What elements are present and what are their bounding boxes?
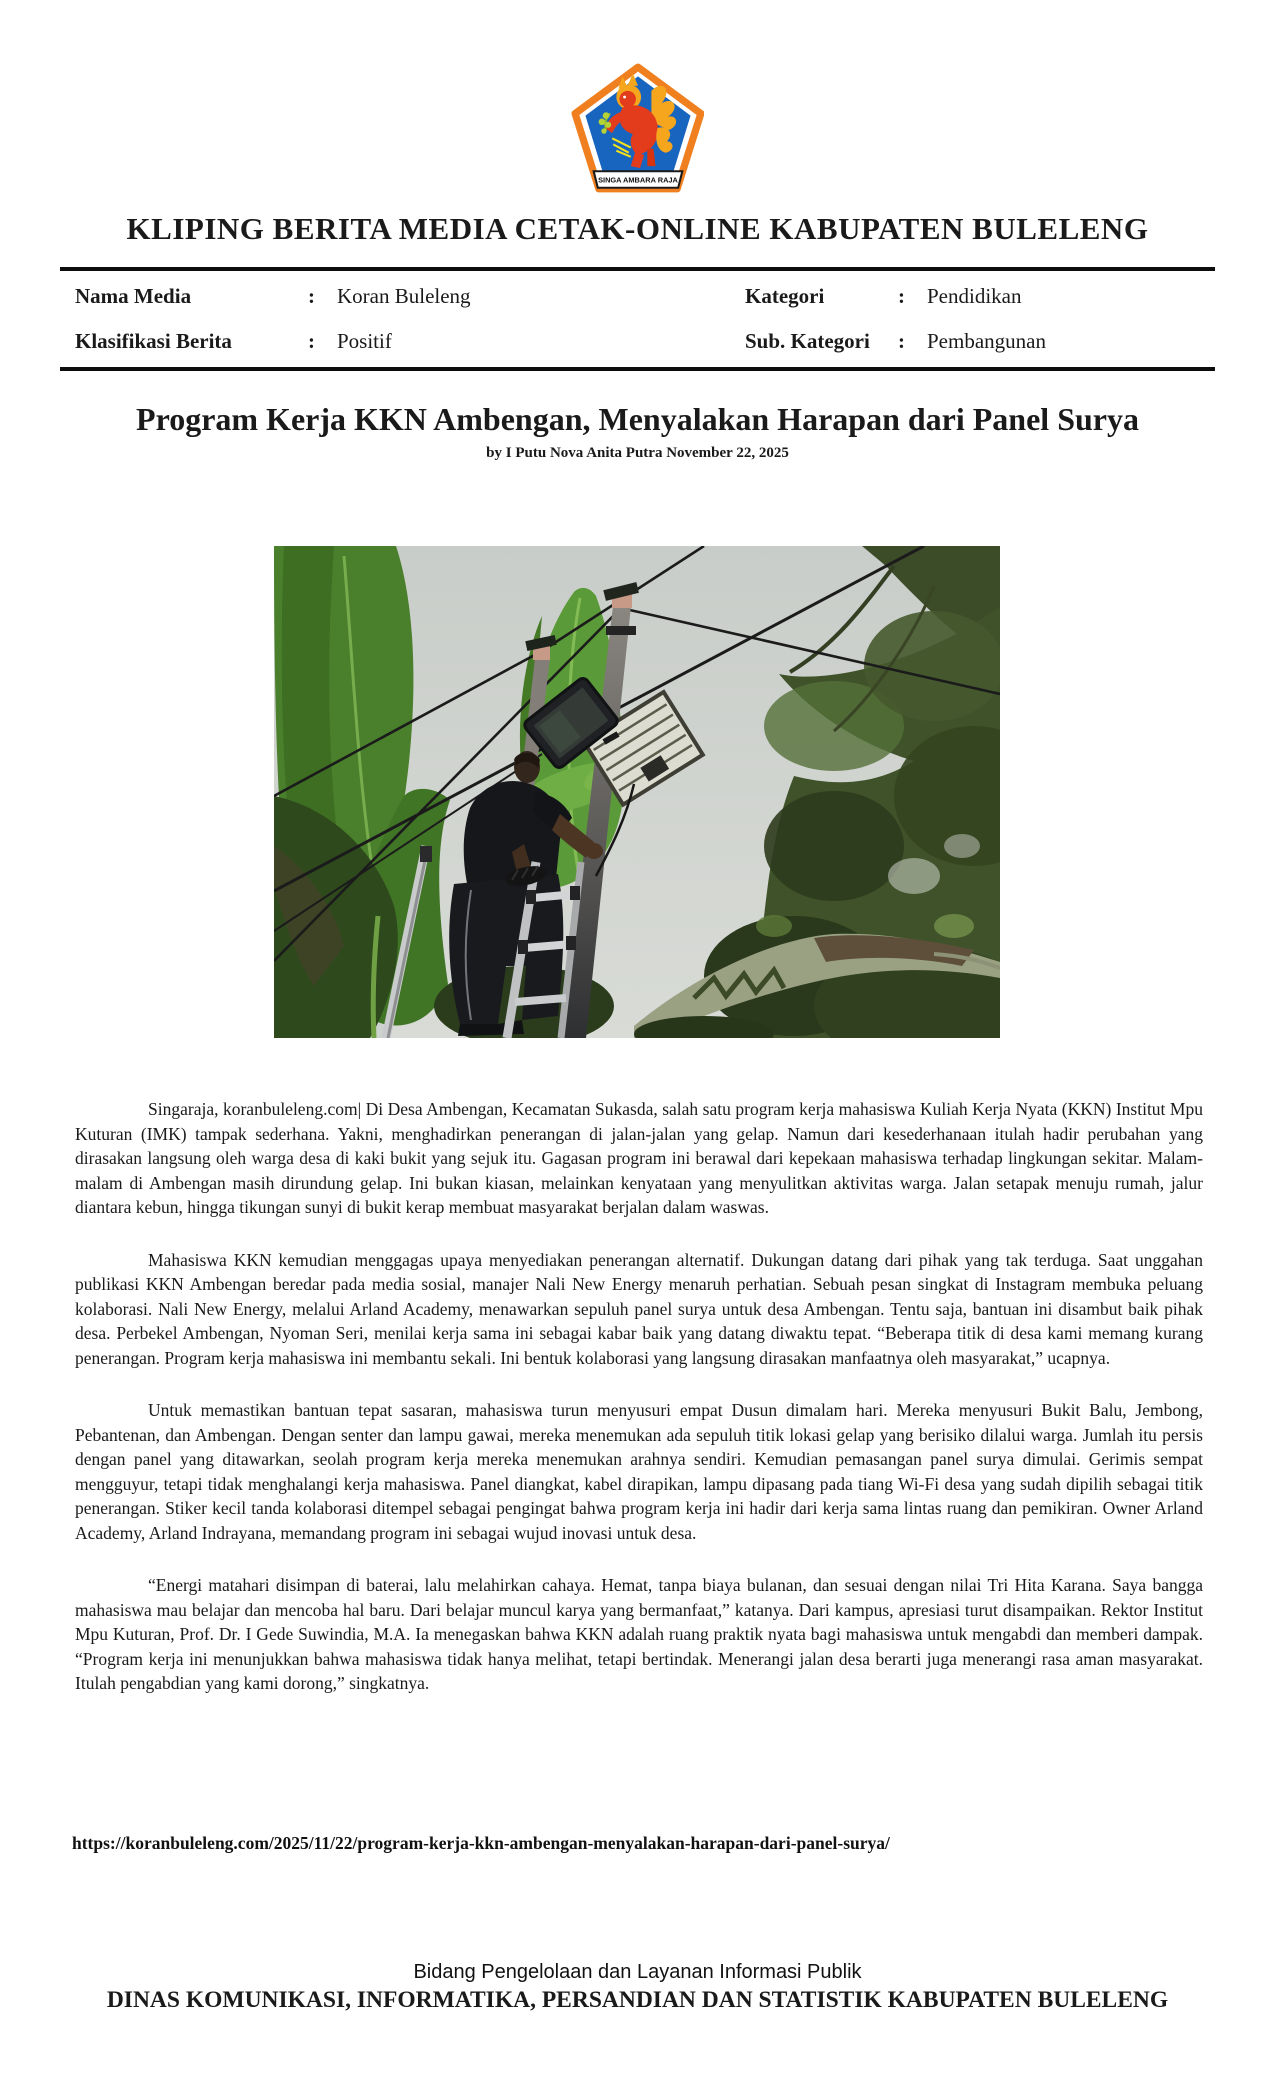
paragraph-2: Mahasiswa KKN kemudian menggagas upaya menyediakan penerangan alternatif. Dukungan datang dari pihak yang tak terduga. Saat unggahan publikasi KKN Ambengan beredar pada media sosial, manajer Nali New Energy menaruh perhatian. Sebuah pesan singkat di Instagram membuka peluang kolaborasi. Nali New Energy, melalui Arland Academy, menawarkan sepuluh panel surya untuk desa Ambengan. Tentu saja, bantuan ini disambut baik pihak desa. Perbekel Ambengan, Nyoman Seri, menilai kerja sama ini sebagai kabar baik yang datang diwaktu tepat. “Beberapa titik di desa kami memang kurang penerangan. Program kerja mahasiswa ini membantu sekali. Ini bentuk kolaborasi yang langsung dirasakan manfaatnya oleh masyarakat,” ucapnya.: [75, 1249, 1203, 1368]
source-url-link[interactable]: https://koranbuleleng.com/2025/11/22/program-kerja-kkn-ambengan-menyalakan-harapan-dari-panel-surya/: [72, 1833, 890, 1853]
page-title: KLIPING BERITA MEDIA CETAK-ONLINE KABUPATEN BULELENG: [126, 211, 1149, 246]
meta-right-cell: [745, 284, 1022, 309]
nama-media-value: Koran Buleleng: [337, 284, 471, 308]
klasifikasi-value: Positif: [337, 329, 392, 353]
footer-division: Bidang Pengelolaan dan Layanan Informasi Publik: [413, 1961, 862, 1983]
paragraph-3: Untuk memastikan bantuan tepat sasaran, mahasiswa turun menyusuri empat Dusun dimalam hari. Mereka menyusuri Bukit Balu, Jembong, Pebantenan, dan Ambengan. Dengan senter dan lampu gawai, mereka menemukan ada sepuluh titik lokasi gelap yang berisiko dilalui warga. Jumlah itu persis dengan panel yang ditawarkan, seolah program kerja mereka menemukan arahnya sendiri. Kemudian pemasangan panel surya dimulai. Gerimis sempat mengguyur, tetapi tidak menghalangi kerja mahasiswa. Panel diangkat, kabel dirapikan, lampu dipasang pada tiang Wi-Fi desa yang sudah dipilih sebagai titik penerangan. Stiker kecil tanda kolaborasi ditempel sebagai pengingat bahwa program kerja ini hadir dari kerja sama lintas ruang dan pemikiran. Owner Arland Academy, Arland Indrayana, memandang program ini sebagai wujud inovasi untuk desa.: [75, 1400, 1203, 1543]
footer-agency: DINAS KOMUNIKASI, INFORMATIKA, PERSANDIAN DAN STATISTIK KABUPATEN BULELENG: [106, 1987, 1169, 2013]
colon: :: [308, 329, 315, 353]
colon: :: [308, 284, 315, 308]
divider-top: [60, 267, 1215, 271]
sub-kategori-value: Pembangunan: [927, 329, 1046, 353]
meta-row-klasifikasi: [75, 329, 1205, 354]
meta-row-nama-media: [75, 284, 1205, 309]
nama-media-label: Nama Media: [75, 284, 192, 308]
meta-right-cell: [745, 329, 1046, 354]
buleleng-seal-logo: [571, 62, 705, 204]
colon: :: [898, 329, 905, 353]
klasifikasi-label: Klasifikasi Berita: [75, 329, 232, 353]
article-photo: [274, 546, 1000, 1038]
kategori-value: Pendidikan: [927, 284, 1022, 308]
article-title: Program Kerja KKN Ambengan, Menyalakan Harapan dari Panel Surya: [136, 401, 1139, 437]
divider-bottom: [60, 367, 1215, 371]
pentagon-seal-icon: [571, 62, 705, 206]
paragraph-4: “Energi matahari disimpan di baterai, lalu melahirkan cahaya. Hemat, tanpa biaya bulanan, dan sesuai dengan nilai Tri Hita Karana. Saya bangga mahasiswa mau belajar dan mencoba hal baru. Dari belajar muncul karya yang bermanfaat,” katanya. Dari kampus, apresiasi turut disampaikan. Rektor Institut Mpu Kuturan, Prof. Dr. I Gede Suwindia, M.A. Ia menegaskan bahwa KKN adalah ruang praktik nyata bagi mahasiswa untuk mengabdi dan memberi dampak. “Program kerja ini menunjukkan bahwa mahasiswa tidak hanya melihat, tetapi bertindak. Menerangi jalan desa berarti juga menerangi rasa aman masyarakat. Itulah pengabdian yang kami dorong,” singkatnya.: [75, 1575, 1203, 1693]
seal-banner-text: SINGA AMBARA RAJA: [597, 175, 678, 185]
colon: :: [898, 284, 905, 308]
photo-illustration: [274, 546, 1000, 1038]
article-byline: by I Putu Nova Anita Putra November 22, 2025: [486, 445, 789, 461]
kategori-label: Kategori: [745, 284, 825, 308]
article-body: [75, 1097, 1203, 1724]
paragraph-1: Singaraja, koranbuleleng.com| Di Desa Ambengan, Kecamatan Sukasda, salah satu program kerja mahasiswa Kuliah Kerja Nyata (KKN) Institut Mpu Kuturan (IMK) tampak sederhana. Yakni, menghadirkan penerangan di jalan-jalan yang gelap. Namun dari kesederhanaan itulah hadir perubahan yang dirasakan langsung oleh warga desa di kaki bukit yang sejuk itu. Gagasan program ini berawal dari kepekaan mahasiswa terhadap lingkungan sekitar. Malam-malam di Ambengan masih dirundung gelap. Ini bukan kiasan, melainkan kenyataan yang menyulitkan aktivitas warga. Jalan setapak menuju rumah, jalur diantara kebun, hingga tikungan sunyi di bukit kerap membuat masyarakat berjalan dalam waswas.: [75, 1099, 1203, 1217]
sub-kategori-label: Sub. Kategori: [745, 329, 870, 353]
seal-banner: [593, 171, 682, 187]
